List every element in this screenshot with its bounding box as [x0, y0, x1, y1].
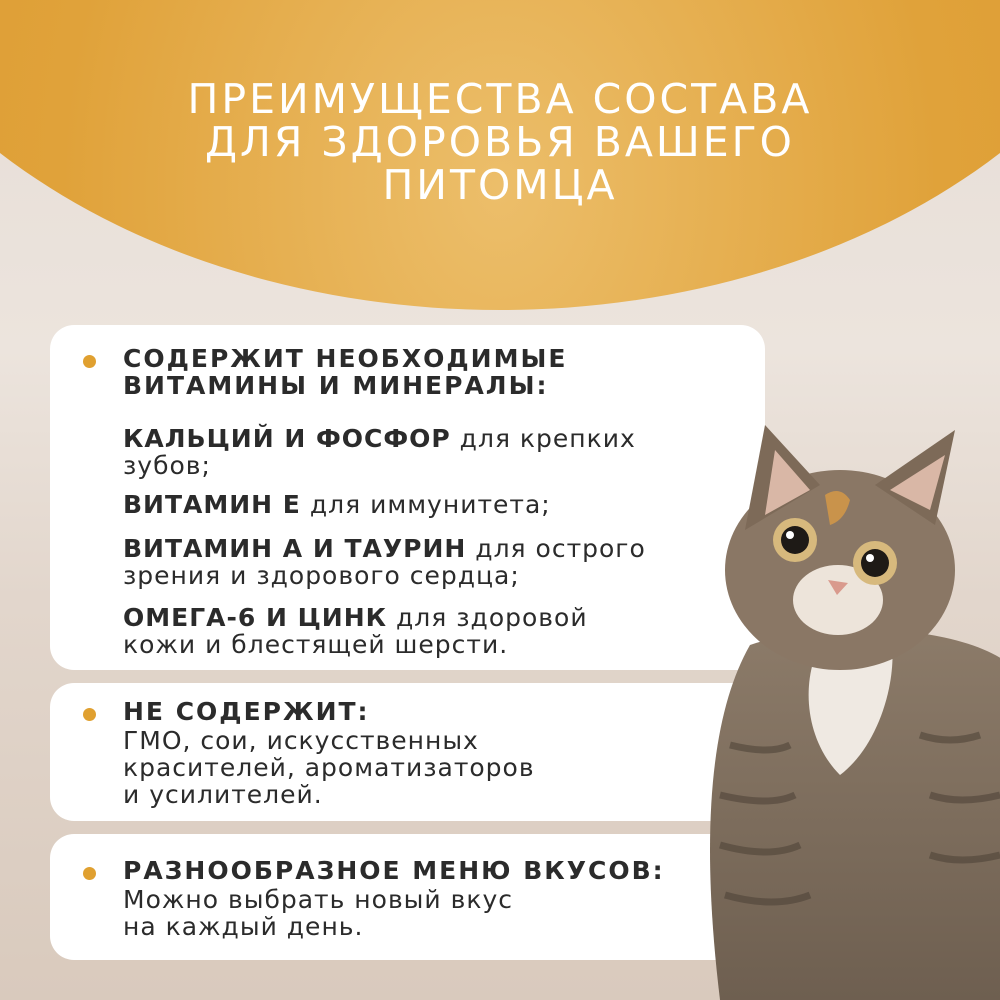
not-contains-line-1: ГМО, сои, искусственных [123, 726, 479, 755]
vitamins-heading-line-2: ВИТАМИНЫ И МИНЕРАЛЫ: [123, 371, 549, 400]
vitamins-heading-line-1: СОДЕРЖИТ НЕОБХОДИМЫЕ [123, 344, 568, 373]
item-calcium-bold: КАЛЬЦИЙ И ФОСФОР [123, 424, 451, 453]
item-vitamin-a-bold: ВИТАМИН А И ТАУРИН [123, 534, 467, 563]
menu-line-2: на каждый день. [123, 912, 364, 941]
not-contains-line-3: и усилителей. [123, 780, 323, 809]
item-calcium-line-2: зубов; [123, 451, 211, 480]
item-omega-bold: ОМЕГА-6 И ЦИНК [123, 603, 388, 632]
not-contains-card [50, 683, 765, 821]
item-omega-rest: для здоровой [387, 603, 588, 632]
item-vitamin-e [123, 491, 551, 518]
not-contains-heading: НЕ СОДЕРЖИТ: [123, 697, 370, 726]
page-title [0, 75, 1000, 209]
item-omega-line-2: кожи и блестящей шерсти. [123, 630, 509, 659]
title-line-3: ПИТОМЦА [382, 161, 618, 209]
item-vitamin-a-rest: для острого [466, 534, 646, 563]
item-calcium-rest: для крепких [450, 424, 636, 453]
cat-image [690, 415, 1000, 1000]
menu-card [50, 834, 765, 960]
item-vitamin-a-line-1 [123, 535, 646, 562]
menu-heading: РАЗНООБРАЗНОЕ МЕНЮ ВКУСОВ: [123, 856, 665, 885]
title-line-1: ПРЕИМУЩЕСТВА СОСТАВА [187, 75, 813, 123]
item-vitamin-e-bold: ВИТАМИН Е [123, 490, 301, 519]
item-omega-line-1 [123, 604, 588, 631]
bullet-dot [83, 708, 96, 721]
item-vitamin-e-rest: для иммунитета; [300, 490, 551, 519]
bullet-dot [83, 355, 96, 368]
vitamins-card [50, 325, 765, 670]
item-calcium-line-1 [123, 425, 636, 452]
menu-line-1: Можно выбрать новый вкус [123, 885, 513, 914]
bullet-dot [83, 867, 96, 880]
title-line-2: ДЛЯ ЗДОРОВЬЯ ВАШЕГО [205, 118, 795, 166]
not-contains-line-2: красителей, ароматизаторов [123, 753, 535, 782]
item-vitamin-a-line-2: зрения и здорового сердца; [123, 561, 520, 590]
